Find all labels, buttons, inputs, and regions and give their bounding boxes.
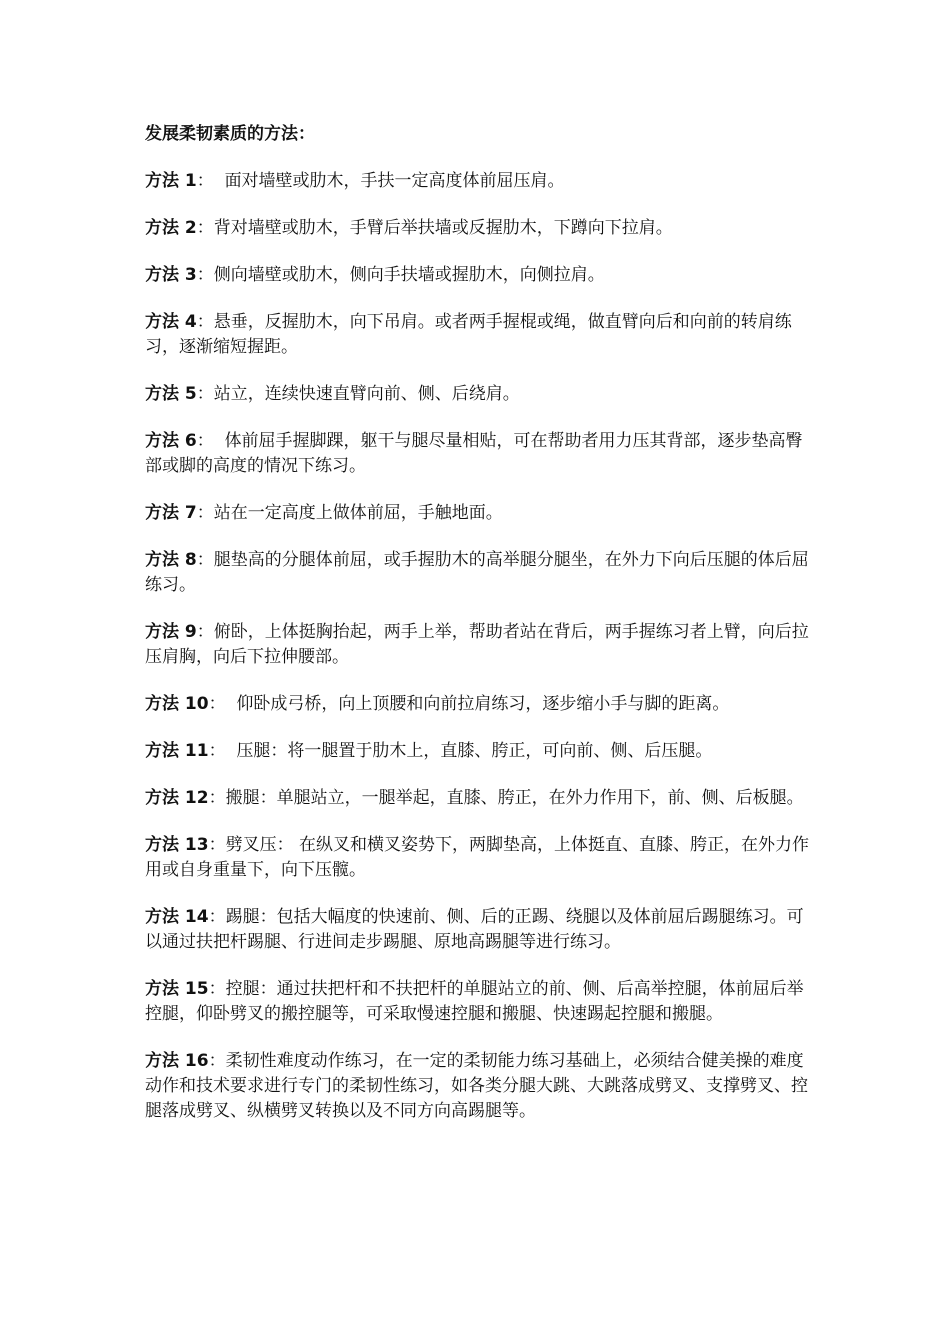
method-item — [145, 382, 810, 407]
method-separator: ： — [208, 788, 226, 808]
method-separator: ： — [196, 218, 214, 238]
method-text: 面对墙壁或肋木，手扶一定高度体前屈压肩。 — [224, 171, 565, 191]
method-label: 方法 14 — [145, 907, 209, 927]
method-label: 方法 4 — [145, 312, 197, 332]
method-separator: ： — [208, 694, 237, 714]
method-separator: ： — [196, 265, 214, 285]
method-label: 方法 10 — [145, 694, 209, 714]
method-separator: ： — [208, 979, 226, 999]
method-text: 背对墙壁或肋木，手臂后举扶墙或反握肋木，下蹲向下拉肩。 — [213, 218, 673, 238]
method-item — [145, 310, 810, 360]
method-separator: ： — [196, 171, 225, 191]
method-item — [145, 905, 810, 955]
method-item — [145, 169, 810, 194]
method-text: 控腿：通过扶把杆和不扶把杆的单腿站立的前、侧、后高举控腿，体前屈后举控腿，仰卧劈叉的搬控腿等，可采取慢速控腿和搬腿、快速踢起控腿和搬腿。 — [145, 979, 804, 1024]
method-separator: ： — [196, 384, 214, 404]
method-label: 方法 5 — [145, 384, 197, 404]
document-title: 发展柔韧素质的方法： — [145, 124, 315, 144]
method-text: 柔韧性难度动作练习，在一定的柔韧能力练习基础上，必须结合健美操的难度动作和技术要求进行专门的柔韧性练习，如各类分腿大跳、大跳落成劈叉、支撑劈叉、控腿落成劈叉、纵横劈叉转换以及不同方向高踢腿等。 — [145, 1051, 808, 1121]
method-item — [145, 739, 810, 764]
method-text: 踢腿：包括大幅度的快速前、侧、后的正踢、绕腿以及体前屈后踢腿练习。可以通过扶把杆踢腿、行进间走步踢腿、原地高踢腿等进行练习。 — [145, 907, 804, 952]
method-text: 站立，连续快速直臂向前、侧、后绕肩。 — [213, 384, 520, 404]
method-text: 劈叉压： 在纵叉和横叉姿势下，两脚垫高，上体挺直、直膝、胯正，在外力作用或自身重量下，向下压髋。 — [145, 835, 809, 880]
method-separator: ： — [208, 835, 226, 855]
method-text: 侧向墙壁或肋木，侧向手扶墙或握肋木，向侧拉肩。 — [213, 265, 605, 285]
method-separator: ： — [208, 907, 226, 927]
method-item — [145, 429, 810, 479]
method-label: 方法 8 — [145, 550, 197, 570]
method-text: 腿垫高的分腿体前屈，或手握肋木的高举腿分腿坐，在外力下向后压腿的体后屈练习。 — [145, 550, 809, 595]
method-text: 体前屈手握脚踝，躯干与腿尽量相贴，可在帮助者用力压其背部，逐步垫高臀部或脚的高度的情况下练习。 — [145, 431, 803, 476]
method-item — [145, 833, 810, 883]
method-label: 方法 1 — [145, 171, 197, 191]
method-text: 搬腿：单腿站立，一腿举起，直膝、胯正，在外力作用下，前、侧、后板腿。 — [225, 788, 804, 808]
method-item — [145, 263, 810, 288]
method-text: 仰卧成弓桥，向上顶腰和向前拉肩练习，逐步缩小手与脚的距离。 — [236, 694, 730, 714]
method-separator: ： — [208, 741, 237, 761]
method-item — [145, 548, 810, 598]
method-separator: ： — [196, 431, 225, 451]
method-separator: ： — [208, 1051, 226, 1071]
method-item — [145, 977, 810, 1027]
method-item — [145, 1049, 810, 1124]
method-text: 悬垂，反握肋木，向下吊肩。或者两手握棍或绳，做直臂向后和向前的转肩练习，逐渐缩短握距。 — [145, 312, 792, 357]
method-text: 压腿：将一腿置于肋木上，直膝、胯正，可向前、侧、后压腿。 — [236, 741, 713, 761]
method-label: 方法 15 — [145, 979, 209, 999]
method-label: 方法 2 — [145, 218, 197, 238]
method-separator: ： — [196, 312, 214, 332]
method-text: 站在一定高度上做体前屈，手触地面。 — [213, 503, 503, 523]
method-separator: ： — [196, 622, 214, 642]
method-item — [145, 216, 810, 241]
method-label: 方法 13 — [145, 835, 209, 855]
method-item — [145, 692, 810, 717]
method-separator: ： — [196, 503, 214, 523]
method-label: 方法 3 — [145, 265, 197, 285]
method-item — [145, 620, 810, 670]
method-text: 俯卧，上体挺胸抬起，两手上举，帮助者站在背后，两手握练习者上臂，向后拉压肩胸，向后下拉伸腰部。 — [145, 622, 809, 667]
document-page — [145, 122, 810, 1146]
method-label: 方法 16 — [145, 1051, 209, 1071]
method-label: 方法 6 — [145, 431, 197, 451]
method-label: 方法 12 — [145, 788, 209, 808]
method-item — [145, 501, 810, 526]
method-label: 方法 9 — [145, 622, 197, 642]
method-label: 方法 11 — [145, 741, 209, 761]
method-item — [145, 786, 810, 811]
method-separator: ： — [196, 550, 214, 570]
method-label: 方法 7 — [145, 503, 197, 523]
